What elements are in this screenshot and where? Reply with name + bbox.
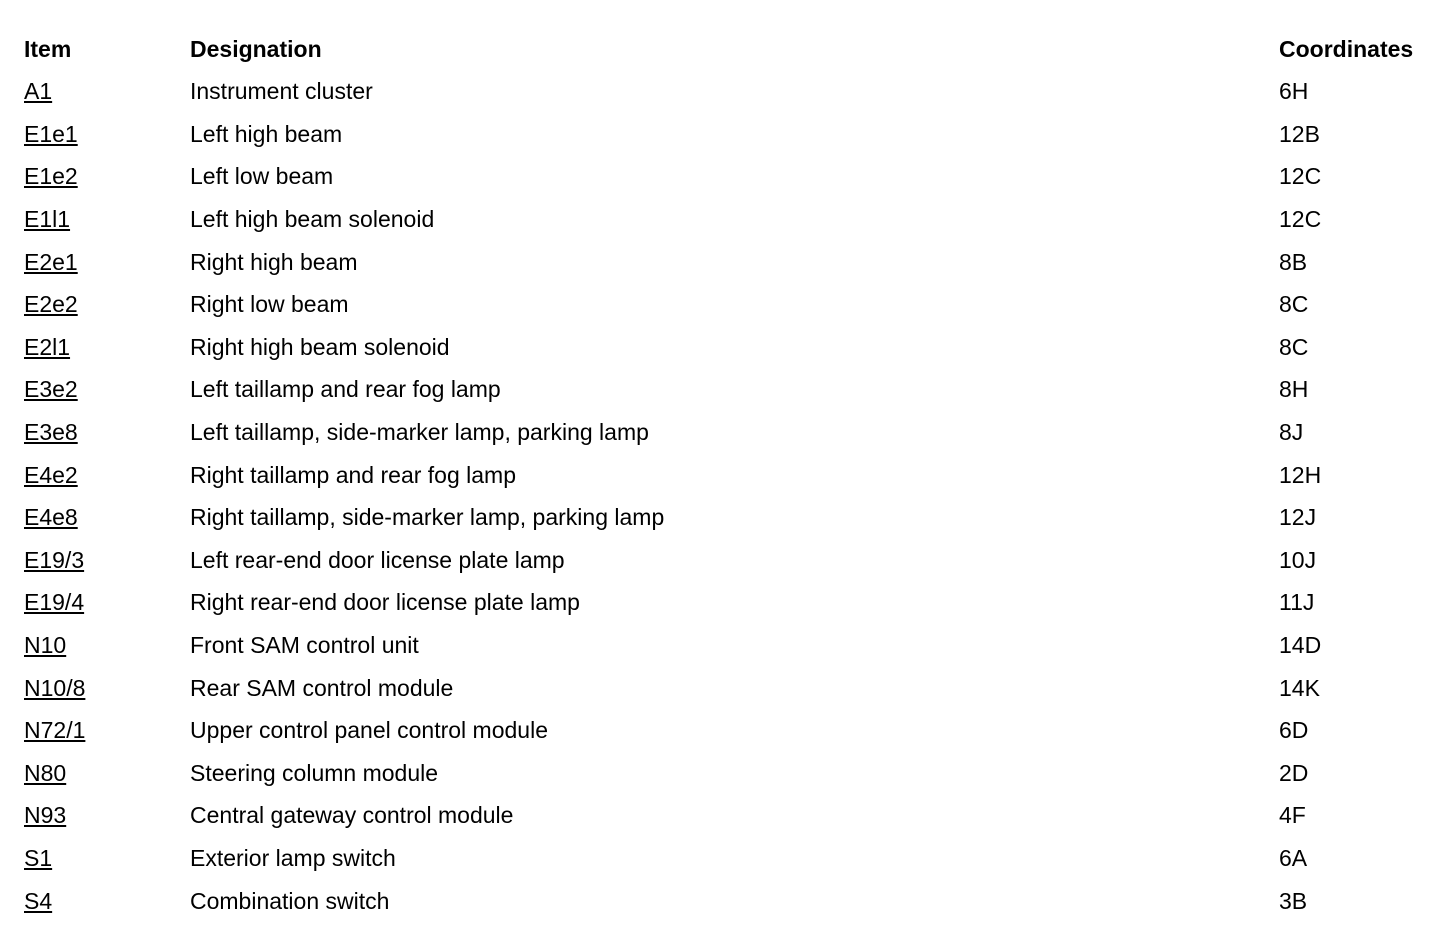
item-link[interactable]: E2e2	[24, 291, 78, 318]
table-row	[24, 70, 1434, 113]
item-link[interactable]: N72/1	[24, 717, 86, 744]
header-item: Item	[24, 36, 72, 62]
designation-cell: Exterior lamp switch	[190, 844, 396, 871]
coordinates-cell: 3B	[1279, 887, 1308, 914]
coordinates-cell: 8C	[1279, 291, 1309, 318]
table-body	[24, 70, 1434, 922]
item-cell	[24, 794, 190, 837]
designation-cell: Right rear-end door license plate lamp	[190, 589, 580, 616]
item-link[interactable]: A1	[24, 78, 53, 105]
table-row	[24, 411, 1434, 454]
item-link[interactable]: S4	[24, 887, 53, 914]
table-header	[24, 28, 1434, 70]
table-row	[24, 283, 1434, 326]
coordinates-cell: 6A	[1279, 844, 1308, 871]
item-link[interactable]: N93	[24, 802, 67, 829]
designation-cell: Instrument cluster	[190, 78, 373, 105]
coordinates-cell: 8J	[1279, 419, 1304, 446]
table-row	[24, 453, 1434, 496]
table-row	[24, 709, 1434, 752]
item-cell	[24, 666, 190, 709]
item-link[interactable]: E2e1	[24, 248, 78, 275]
table-row	[24, 155, 1434, 198]
table-row	[24, 326, 1434, 369]
item-link[interactable]: E3e2	[24, 376, 78, 403]
designation-cell: Left high beam solenoid	[190, 206, 435, 233]
item-link[interactable]: E1l1	[24, 206, 71, 233]
coordinates-cell: 12J	[1279, 504, 1317, 531]
item-cell	[24, 539, 190, 582]
table-row	[24, 368, 1434, 411]
item-link[interactable]: E1e2	[24, 163, 78, 190]
item-cell	[24, 283, 190, 326]
item-link[interactable]: E19/3	[24, 546, 85, 573]
table-row	[24, 113, 1434, 156]
table-row	[24, 198, 1434, 241]
item-link[interactable]: S1	[24, 844, 53, 871]
table-row	[24, 581, 1434, 624]
designation-cell: Right high beam	[190, 248, 358, 275]
coordinates-cell: 12H	[1279, 461, 1322, 488]
item-link[interactable]: E4e8	[24, 504, 78, 531]
designation-cell: Right taillamp, side-marker lamp, parking lamp	[190, 504, 665, 531]
designation-cell: Left high beam	[190, 120, 343, 147]
item-cell	[24, 113, 190, 156]
item-cell	[24, 752, 190, 795]
coordinates-cell: 12C	[1279, 163, 1322, 190]
item-link[interactable]: N10/8	[24, 674, 86, 701]
item-cell	[24, 368, 190, 411]
coordinates-cell: 12B	[1279, 120, 1320, 147]
item-link[interactable]: E4e2	[24, 461, 78, 488]
coordinates-cell: 10J	[1279, 546, 1317, 573]
item-cell	[24, 709, 190, 752]
item-link[interactable]: E2l1	[24, 333, 71, 360]
table-row	[24, 240, 1434, 283]
table-row	[24, 879, 1434, 922]
header-row	[24, 28, 1434, 70]
item-cell	[24, 624, 190, 667]
component-legend-table	[24, 28, 1434, 922]
table-row	[24, 837, 1434, 880]
designation-cell: Right taillamp and rear fog lamp	[190, 461, 516, 488]
coordinates-cell: 2D	[1279, 759, 1309, 786]
item-link[interactable]: N10	[24, 632, 67, 659]
item-cell	[24, 496, 190, 539]
designation-cell: Right high beam solenoid	[190, 333, 450, 360]
coordinates-cell: 14K	[1279, 674, 1320, 701]
designation-cell: Left rear-end door license plate lamp	[190, 546, 565, 573]
item-cell	[24, 581, 190, 624]
coordinates-cell: 11J	[1279, 589, 1315, 616]
item-cell	[24, 155, 190, 198]
designation-cell: Rear SAM control module	[190, 674, 454, 701]
coordinates-cell: 6D	[1279, 717, 1309, 744]
header-designation: Designation	[190, 36, 322, 62]
table-row	[24, 666, 1434, 709]
item-cell	[24, 70, 190, 113]
designation-cell: Upper control panel control module	[190, 717, 548, 744]
designation-cell: Left taillamp and rear fog lamp	[190, 376, 501, 403]
item-cell	[24, 879, 190, 922]
coordinates-cell: 14D	[1279, 632, 1322, 659]
item-link[interactable]: E19/4	[24, 589, 85, 616]
item-link[interactable]: E3e8	[24, 419, 78, 446]
item-cell	[24, 326, 190, 369]
coordinates-cell: 6H	[1279, 78, 1309, 105]
coordinates-cell: 8H	[1279, 376, 1309, 403]
table-row	[24, 624, 1434, 667]
designation-cell: Combination switch	[190, 887, 390, 914]
item-cell	[24, 837, 190, 880]
item-link[interactable]: N80	[24, 759, 67, 786]
table-row	[24, 539, 1434, 582]
item-cell	[24, 453, 190, 496]
coordinates-cell: 8C	[1279, 333, 1309, 360]
designation-cell: Steering column module	[190, 759, 439, 786]
designation-cell: Left low beam	[190, 163, 334, 190]
designation-cell: Front SAM control unit	[190, 632, 419, 659]
item-cell	[24, 411, 190, 454]
table-row	[24, 496, 1434, 539]
coordinates-cell: 4F	[1279, 802, 1306, 829]
table-row	[24, 752, 1434, 795]
designation-cell: Right low beam	[190, 291, 349, 318]
header-coordinates: Coordinates	[1279, 36, 1414, 62]
designation-cell: Central gateway control module	[190, 802, 514, 829]
coordinates-cell: 12C	[1279, 206, 1322, 233]
coordinates-cell: 8B	[1279, 248, 1308, 275]
item-cell	[24, 198, 190, 241]
designation-cell: Left taillamp, side-marker lamp, parking lamp	[190, 419, 649, 446]
item-link[interactable]: E1e1	[24, 120, 78, 147]
item-cell	[24, 240, 190, 283]
table-row	[24, 794, 1434, 837]
